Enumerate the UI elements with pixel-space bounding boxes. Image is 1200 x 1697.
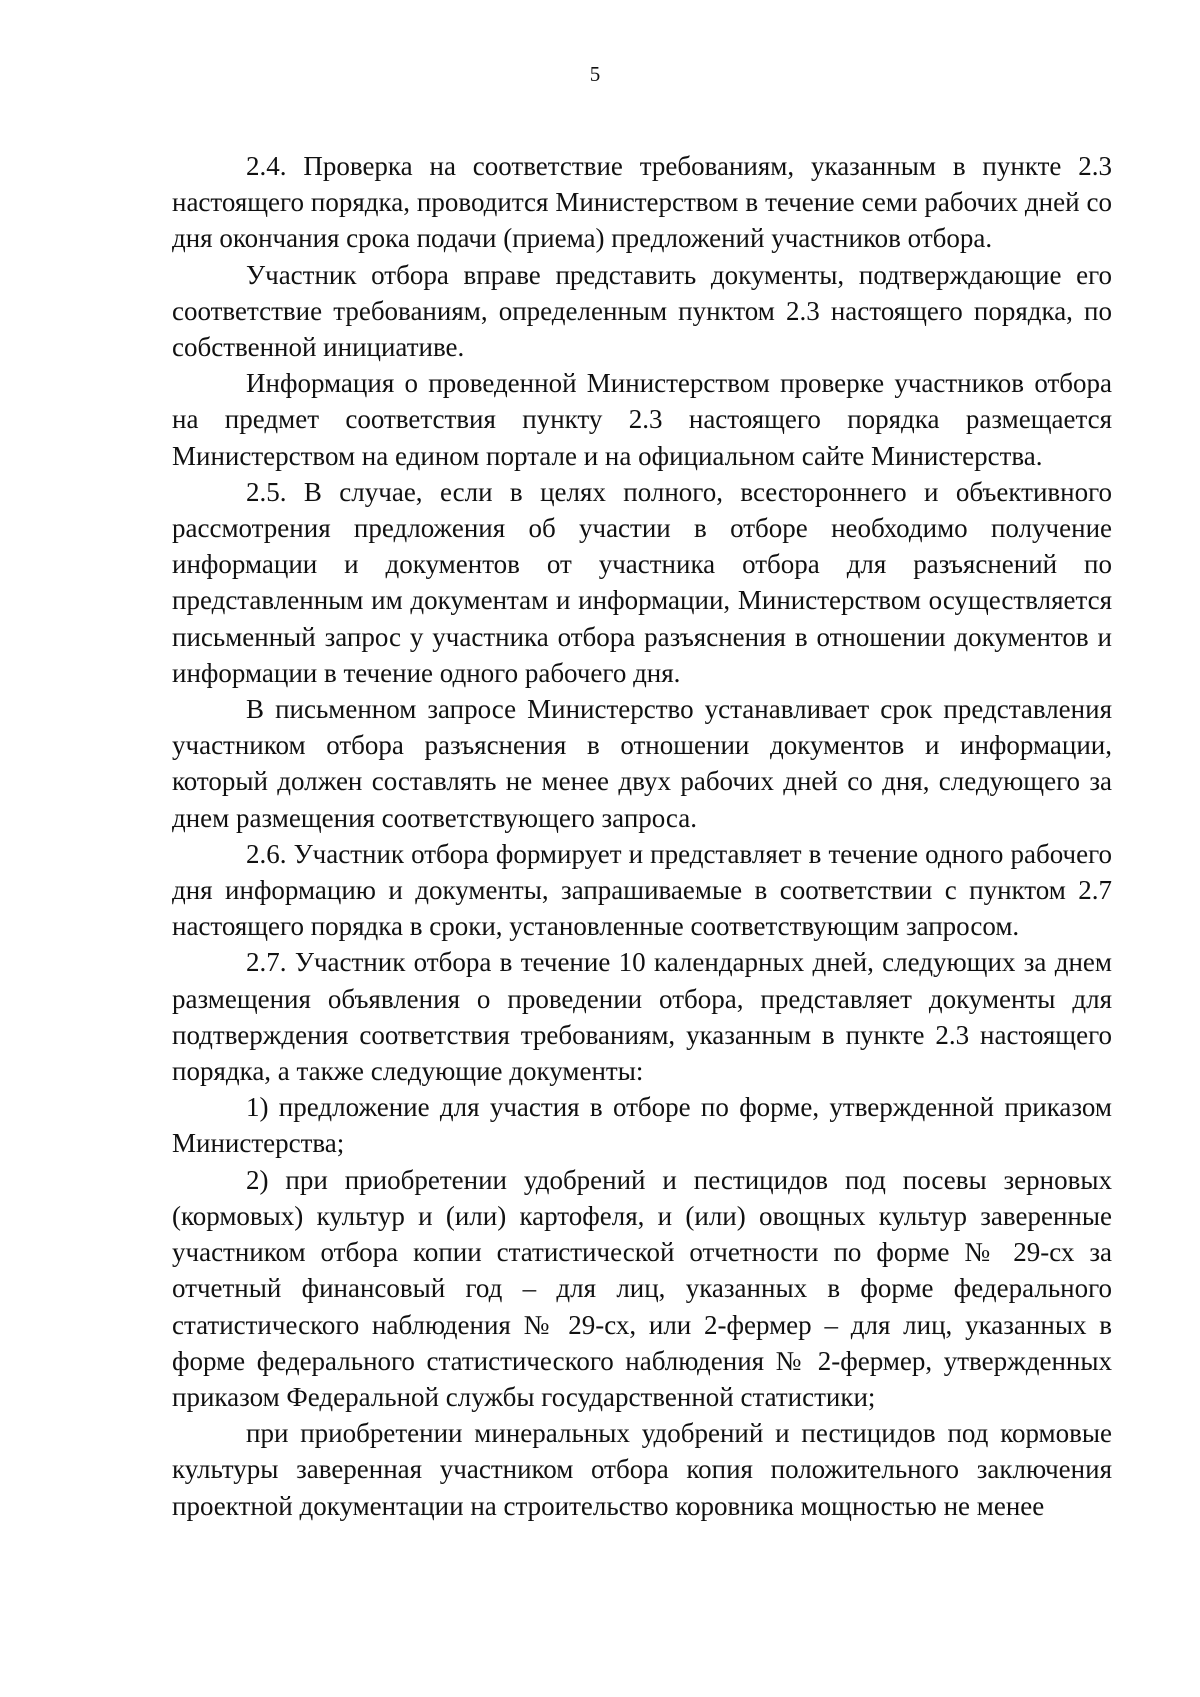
paragraph-mineral-fertilizers: при приобретении минеральных удобрений и пестицидов под кормовые культуры заверенная участником отбора копия положительного заключения проектной документации на строительство коровника мощностью не менее — [172, 1418, 1112, 1521]
list-item-1: 1) предложение для участия в отборе по форме, утвержденной приказом Министерства; — [172, 1092, 1112, 1159]
paragraph-request-deadline: В письменном запросе Министерство устанавливает срок представления участником отбора разъяснения в отношении документов и информации, который должен составлять не менее двух рабочих дней со дня, следующего за днем размещения соответствующего запроса. — [172, 694, 1112, 833]
document-body — [172, 148, 1112, 1524]
paragraph-2-5: 2.5. В случае, если в целях полного, всестороннего и объективного рассмотрения предложения об участии в отборе необходимо получение информации и документов от участника отбора для разъяснений по представленным им документам и информации, Министерством осуществляется письменный запрос у участника отбора разъяснения в отношении документов и информации в течение одного рабочего дня. — [172, 476, 1112, 688]
paragraph-initiative: Участник отбора вправе представить документы, подтверждающие его соответствие требованиям, определенным пунктом 2.3 настоящего порядка, по собственной инициативе. — [172, 259, 1112, 363]
paragraph-2-6: 2.6. Участник отбора формирует и представляет в течение одного рабочего дня информацию и документы, запрашиваемые в соответствии с пунктом 2.7 настоящего порядка в сроки, установленные соответствующим запросом. — [172, 838, 1112, 942]
page-number: 5 — [589, 62, 601, 86]
paragraph-2-4: 2.4. Проверка на соответствие требованиям, указанным в пункте 2.3 настоящего порядка, проводится Министерством в течение семи рабочих дней со дня окончания срока подачи (приема) предложений участников отбора. — [172, 151, 1112, 254]
paragraph-check-info: Информация о проведенной Министерством проверке участников отбора на предмет соответствия пункту 2.3 настоящего порядка размещается Министерством на едином портале и на официальном сайте Министерства. — [172, 368, 1112, 471]
paragraph-2-7: 2.7. Участник отбора в течение 10 календарных дней, следующих за днем размещения объявления о проведении отбора, представляет документы для подтверждения соответствия требованиям, указанным в пункте 2.3 настоящего порядка, а также следующие документы: — [172, 947, 1112, 1087]
list-item-2: 2) при приобретении удобрений и пестицидов под посевы зерновых (кормовых) культур и (или) картофеля, и (или) овощных культур заверенные участником отбора копии статистической отчетности по форме № 29-сх за отчетный финансовый год – для лиц, указанных в форме федерального статистического наблюдения № 29-сх, или 2-фермер – для лиц, указанных в форме федерального статистического наблюдения № 2-фермер, утвержденных приказом Федеральной службы государственной статистики; — [172, 1164, 1112, 1412]
